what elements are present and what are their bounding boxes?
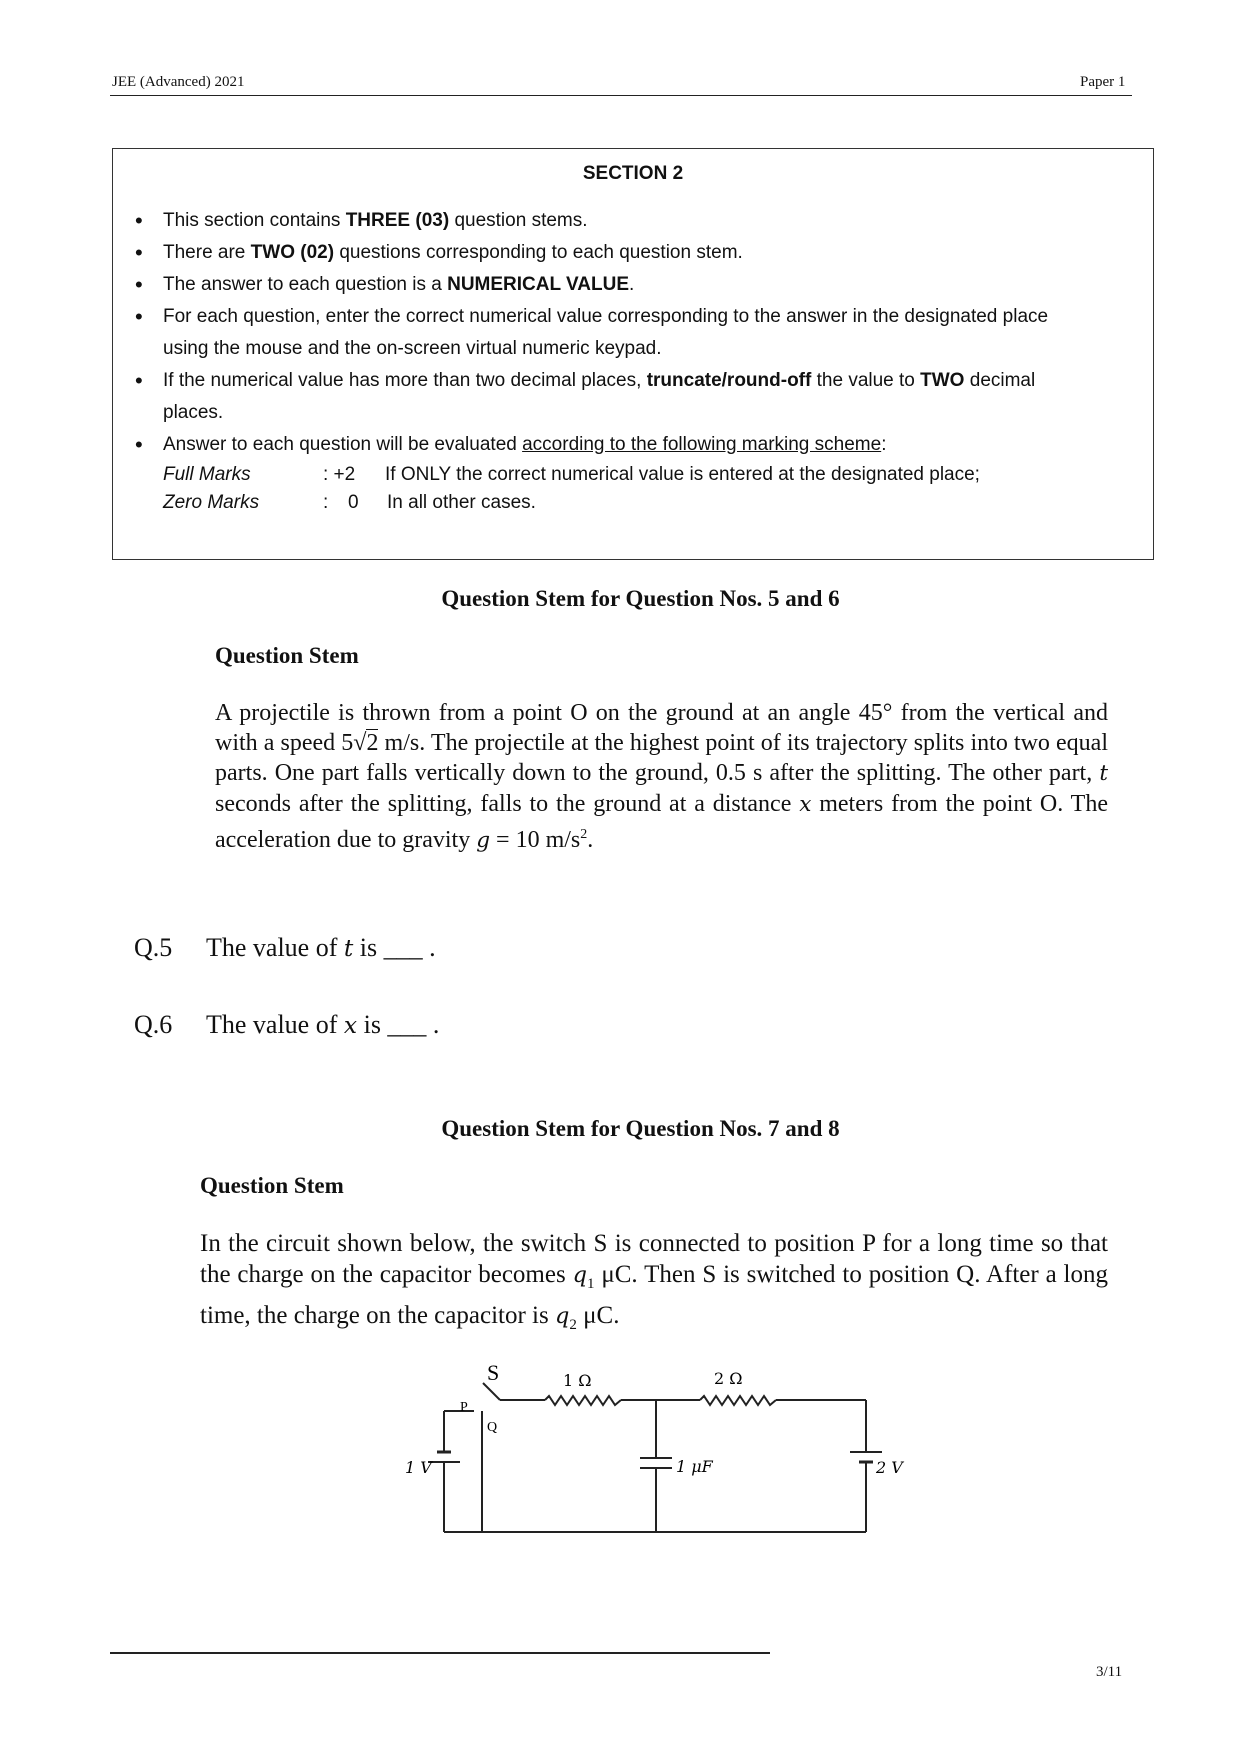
battery-1-label: 1 V (405, 1458, 432, 1477)
resistor-1 (545, 1396, 621, 1405)
question-number: Q.6 (134, 1010, 173, 1039)
instruction-item: • This section contains THREE (03) question stems. (123, 205, 1145, 237)
stem-label: Question Stem (200, 1173, 344, 1198)
stem-paragraph-5-6: A projectile is thrown from a point O on the ground at an angle 45° from the vertical and with a speed 5√2 m/s. The projectile at the highest point of its trajectory splits into two equal parts. One part falls vertically down to the ground, 0.5 s after the splitting. The other part, t seconds after the splitting, falls to the ground at a distance x meters from the point O. The acceleration due to gravity g = 10 $m/s^2$. (215, 700, 1108, 853)
marking-row-zero: Zero Marks : 0 In all other cases. (163, 492, 536, 513)
marking-row-full: Full Marks : +2 If ONLY the correct numerical value is entered at the designated place; (163, 464, 980, 485)
instruction-item: • Answer to each question will be evaluated according to the following marking scheme: (123, 429, 1145, 461)
question-number: Q.5 (134, 933, 173, 962)
resistor-2 (700, 1396, 776, 1405)
footer-divider (110, 1652, 770, 1654)
resistor-1-label: 1 Ω (563, 1371, 592, 1390)
position-q-label: Q (487, 1420, 498, 1435)
instruction-item: • For each question, enter the correct numerical value corresponding to the answer in the designated place using the mouse and the on-screen virtual numeric keypad. (123, 301, 1145, 365)
stem-paragraph-7-8: In the circuit shown below, the switch S is connected to position P for a long time so that the charge on the capacitor becomes $q_1$ μC. Then S is switched to position Q. After a long time, the charge on the capacitor is $q_2$ μC. (200, 1230, 1108, 1333)
resistor-2-label: 2 Ω (714, 1369, 743, 1388)
stem-heading-5-6: Question Stem for Question Nos. 5 and 6 (441, 586, 840, 611)
header-exam-title: JEE (Advanced) 2021 (112, 74, 245, 90)
stem-heading-7-8: Question Stem for Question Nos. 7 and 8 (441, 1116, 840, 1141)
instruction-item: • There are TWO (02) questions corresponding to each question stem. (123, 237, 1145, 269)
switch-blade (483, 1383, 500, 1400)
section-title: SECTION 2 (582, 163, 684, 184)
question-text: The value of t is ___ . (206, 933, 436, 962)
question-text: The value of x is ___ . (206, 1010, 440, 1039)
position-p-label: P (460, 1400, 468, 1415)
stem-label: Question Stem (215, 643, 359, 668)
header-paper-label: Paper 1 (1080, 74, 1126, 90)
page-number: 3/11 (1096, 1664, 1123, 1680)
instruction-item: • The answer to each question is a NUMERICAL VALUE. (123, 269, 1145, 301)
battery-2-label: 2 V (876, 1458, 903, 1477)
capacitor-label: 1 μF (676, 1457, 713, 1476)
instruction-item: • If the numerical value has more than two decimal places, truncate/round-off the value to TWO decimal places. (123, 365, 1145, 429)
switch-label: S (487, 1360, 500, 1385)
